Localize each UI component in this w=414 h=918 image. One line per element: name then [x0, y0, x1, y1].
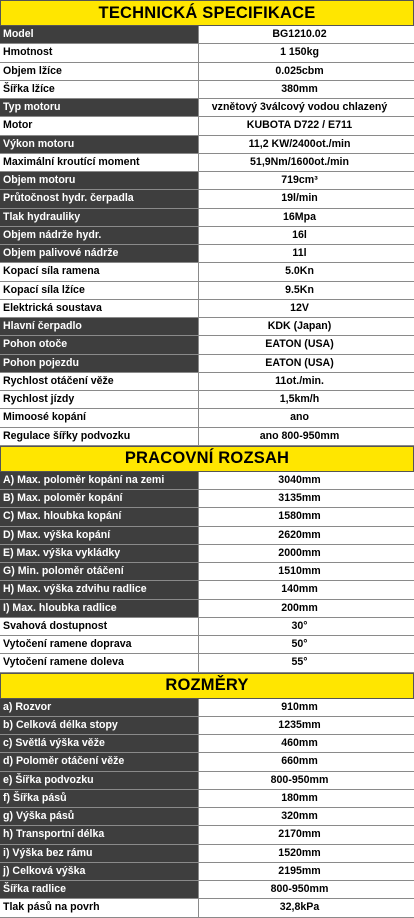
spec-value: ano [290, 411, 309, 424]
spec-value: 1510mm [278, 565, 321, 577]
spec-label: Rychlost jízdy [0, 391, 199, 408]
spec-label: E) Max. výška vykládky [0, 545, 199, 562]
spec-label: Kopací síla lžíce [0, 282, 199, 299]
table-row [0, 863, 414, 881]
table-row [0, 490, 414, 508]
spec-value: 0.025cbm [275, 64, 324, 77]
table-row [0, 136, 414, 154]
table-row [0, 654, 414, 672]
section-title-technical: TECHNICKÁ SPECIFIKACE [0, 0, 414, 26]
spec-value: 1,5km/h [279, 393, 320, 405]
table-row [0, 318, 414, 336]
spec-label: Šířka lžíce [0, 81, 199, 98]
spec-label: f) Šířka pásů [0, 790, 199, 807]
spec-value: BG1210.02 [272, 28, 327, 40]
table-row [0, 245, 414, 263]
spec-label: a) Rozvor [0, 699, 199, 716]
spec-value: 910mm [281, 700, 318, 713]
table-row [0, 300, 414, 318]
table-row [0, 636, 414, 654]
spec-label: Tlak hydrauliky [0, 209, 199, 226]
spec-label: e) Šířka podvozku [0, 772, 199, 789]
spec-label: Hmotnost [0, 44, 199, 61]
spec-label: Elektrická soustava [0, 300, 199, 317]
spec-value: 180mm [281, 791, 318, 804]
spec-label: Svahová dostupnost [0, 618, 199, 635]
spec-value: ano 800-950mm [259, 429, 340, 442]
spec-value: 140mm [281, 583, 318, 596]
table-row [0, 391, 414, 409]
table-row [0, 282, 414, 300]
table-row [0, 472, 414, 490]
table-row [0, 26, 414, 44]
spec-value: 1 150kg [280, 46, 319, 59]
spec-label: D) Max. výška kopání [0, 527, 199, 544]
spec-label: A) Max. poloměr kopání na zemi [0, 472, 199, 489]
spec-label: Vytočení ramene doprava [0, 636, 199, 653]
spec-value: 16l [292, 228, 307, 241]
spec-value: 2170mm [278, 828, 321, 841]
spec-value: vznětový 3válcový vodou chlazený [211, 101, 388, 113]
spec-label: Vytočení ramene doleva [0, 654, 199, 671]
spec-label: d) Poloměr otáčení věže [0, 753, 199, 770]
spec-label: Typ motoru [0, 99, 199, 116]
spec-value: 11ot./min. [275, 374, 324, 387]
spec-label: I) Max. hloubka radlice [0, 600, 199, 617]
spec-value: 51,9Nm/1600ot./min [250, 155, 349, 168]
table-row [0, 581, 414, 599]
spec-label: Objem lžíce [0, 63, 199, 80]
table-row [0, 899, 414, 917]
spec-value: 19l/min [281, 192, 318, 205]
spec-value: 2620mm [278, 528, 321, 541]
spec-value: 30° [291, 619, 308, 632]
dimensions-table [0, 699, 414, 918]
spec-label: Hlavní čerpadlo [0, 318, 199, 335]
spec-label: Rychlost otáčení věže [0, 373, 199, 390]
spec-label: i) Výška bez rámu [0, 845, 199, 862]
spec-value: 3040mm [278, 473, 321, 486]
spec-label: Šířka radlice [0, 881, 199, 898]
spec-value: 12V [290, 301, 309, 314]
spec-label: B) Max. poloměr kopání [0, 490, 199, 507]
table-row [0, 717, 414, 735]
table-row [0, 699, 414, 717]
spec-label: Objem motoru [0, 172, 199, 189]
spec-value: 660mm [281, 755, 318, 768]
table-row [0, 808, 414, 826]
spec-label: G) Min. poloměr otáčení [0, 563, 199, 580]
spec-label: Tlak pásů na povrh [0, 899, 199, 916]
spec-value: KUBOTA D722 / E711 [246, 119, 353, 132]
table-row [0, 563, 414, 581]
spec-value: 32,8kPa [279, 901, 320, 914]
spec-value: 55° [291, 656, 308, 669]
spec-value: KDK (Japan) [267, 320, 332, 332]
table-row [0, 99, 414, 117]
spec-label: Mimoosé kopání [0, 409, 199, 426]
table-row [0, 428, 414, 446]
table-row [0, 154, 414, 172]
spec-label: Výkon motoru [0, 136, 199, 153]
spec-label: Model [0, 26, 199, 43]
spec-value: 320mm [281, 810, 318, 822]
spec-label: Motor [0, 117, 199, 134]
spec-label: j) Celková výška [0, 863, 199, 880]
table-row [0, 600, 414, 618]
spec-value: 800-950mm [270, 883, 329, 895]
spec-value: 1580mm [278, 510, 321, 523]
section-title-dimensions: ROZMĚRY [0, 673, 414, 699]
working-range-table [0, 472, 414, 673]
table-row [0, 618, 414, 636]
spec-value: 2000mm [278, 546, 321, 559]
spec-value: 1520mm [278, 846, 321, 859]
table-row [0, 81, 414, 99]
table-row [0, 172, 414, 190]
table-row [0, 845, 414, 863]
spec-label: Pohon otoče [0, 336, 199, 353]
spec-label: h) Transportní délka [0, 826, 199, 843]
table-row [0, 355, 414, 373]
table-row [0, 508, 414, 526]
spec-value: 11,2 KW/2400ot./min [248, 137, 351, 150]
spec-label: C) Max. hloubka kopání [0, 508, 199, 525]
table-row [0, 545, 414, 563]
spec-value: EATON (USA) [265, 338, 334, 351]
spec-label: b) Celková délka stopy [0, 717, 199, 734]
table-row [0, 373, 414, 391]
spec-value: 200mm [281, 601, 318, 614]
spec-label: c) Světlá výška věže [0, 735, 199, 752]
spec-value: EATON (USA) [265, 356, 334, 369]
spec-value: 2195mm [278, 864, 321, 877]
table-row [0, 881, 414, 899]
spec-value: 9.5Kn [285, 283, 314, 296]
spec-value: 11l [292, 247, 307, 259]
table-row [0, 336, 414, 354]
table-row [0, 735, 414, 753]
spec-value: 1235mm [278, 718, 321, 731]
spec-label: Maximální kroutící moment [0, 154, 199, 171]
table-row [0, 117, 414, 135]
spec-value: 380mm [281, 82, 318, 95]
technical-spec-table [0, 26, 414, 446]
spec-value: 16Mpa [283, 210, 316, 223]
spec-label: Průtočnost hydr. čerpadla [0, 190, 199, 207]
table-row [0, 409, 414, 427]
table-row [0, 790, 414, 808]
table-row [0, 190, 414, 208]
table-row [0, 753, 414, 771]
spec-label: Pohon pojezdu [0, 355, 199, 372]
spec-label: Objem nádrže hydr. [0, 227, 199, 244]
spec-value: 3135mm [278, 492, 321, 504]
table-row [0, 63, 414, 81]
spec-label: H) Max. výška zdvihu radlice [0, 581, 199, 598]
spec-value: 719cm³ [281, 174, 318, 186]
spec-label: Regulace šířky podvozku [0, 428, 199, 445]
spec-value: 5.0Kn [285, 265, 314, 278]
table-row [0, 44, 414, 62]
table-row [0, 772, 414, 790]
table-row [0, 527, 414, 545]
spec-label: g) Výška pásů [0, 808, 199, 825]
spec-value: 800-950mm [270, 773, 329, 786]
spec-label: Kopací síla ramena [0, 263, 199, 280]
table-row [0, 263, 414, 281]
section-title-working-range: PRACOVNÍ ROZSAH [0, 446, 414, 472]
table-row [0, 826, 414, 844]
spec-value: 460mm [281, 737, 318, 749]
table-row [0, 209, 414, 227]
spec-label: Objem palivové nádrže [0, 245, 199, 262]
spec-value: 50° [291, 638, 308, 650]
table-row [0, 227, 414, 245]
